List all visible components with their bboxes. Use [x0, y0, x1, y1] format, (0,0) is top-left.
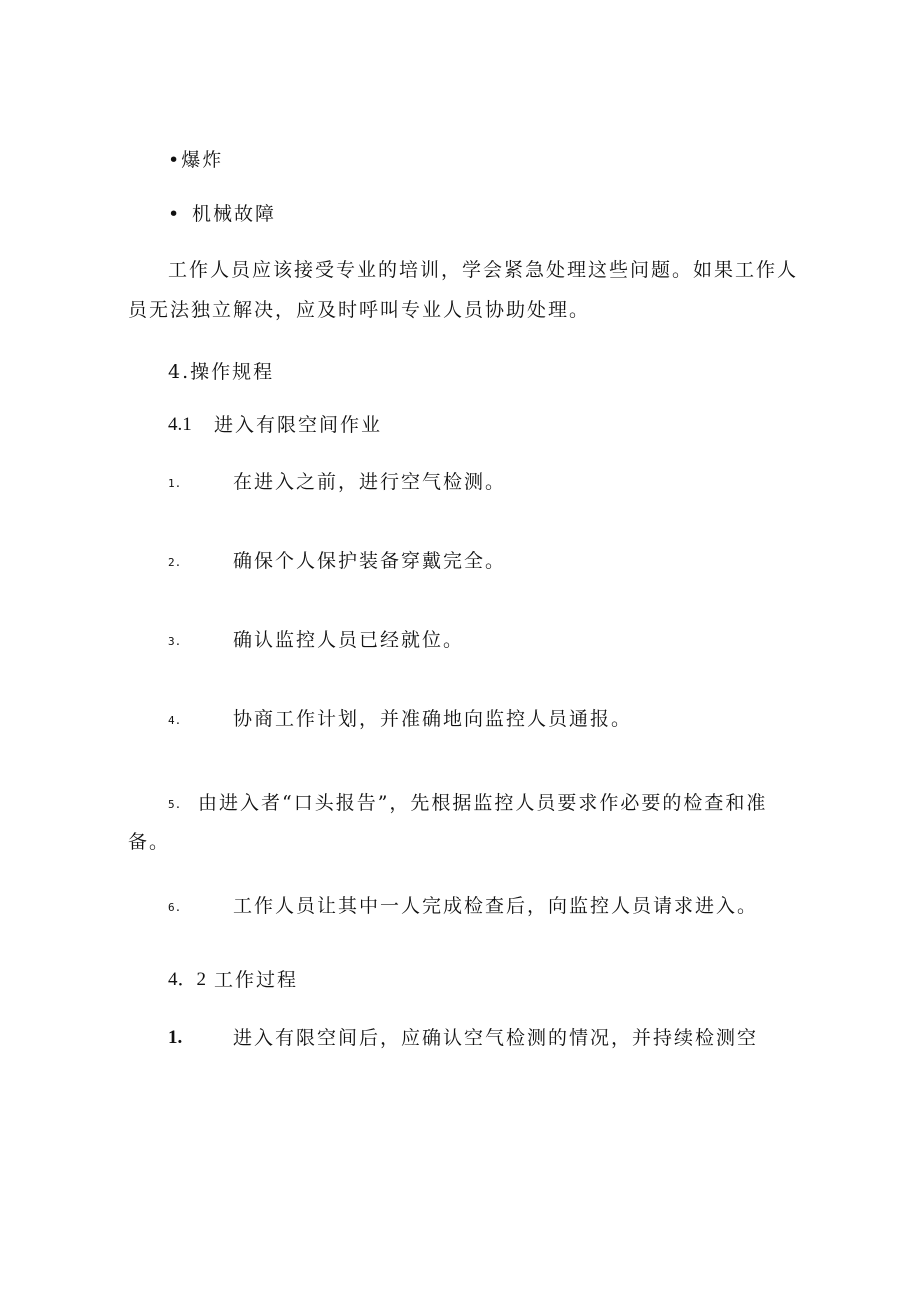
list-item-text: 确保个人保护装备穿戴完全。 [233, 550, 507, 572]
section-4-1-number: 4.1 [168, 414, 192, 435]
list-item-text: 进入有限空间后，应确认空气检测的情况，并持续检测空 [233, 1027, 759, 1049]
list-item-text-continued: 备。 [128, 831, 171, 853]
list-item-text: 在进入之前，进行空气检测。 [233, 471, 507, 493]
paragraph-line-1: 工作人员应该接受专业的培训，学会紧急处理这些问题。如果工作人 [168, 259, 799, 281]
section-4-2-number: 4．2 [168, 969, 207, 990]
list-item-text: 确认监控人员已经就位。 [233, 629, 465, 651]
bullet-explosion: •爆炸 [168, 149, 224, 171]
list-item-text: 协商工作计划，并准确地向监控人员通报。 [233, 708, 633, 730]
list-item-number: 3. [168, 635, 182, 648]
section-4-1-title: 进入有限空间作业 [214, 414, 383, 436]
list-item-text: 工作人员让其中一人完成检查后，向监控人员请求进入。 [233, 895, 759, 917]
list-item-number: 4. [168, 714, 182, 727]
bullet-mechanical-marker: • [168, 203, 182, 225]
section-4-2-title: 工作过程 [214, 969, 299, 991]
bullet-mechanical: 机械故障 [192, 203, 277, 225]
list-item-number: 1. [168, 477, 182, 490]
list-item-number: 5. [168, 798, 182, 811]
list-item-number: 6. [168, 901, 182, 914]
list-item-text: 由进入者“口头报告”，先根据监控人员要求作必要的检查和准 [198, 792, 768, 814]
section-4-title: 4.操作规程 [168, 361, 275, 383]
list-item-number: 1. [168, 1027, 183, 1048]
list-item-number: 2. [168, 556, 182, 569]
paragraph-line-2: 员无法独立解决，应及时呼叫专业人员协助处理。 [128, 299, 591, 321]
